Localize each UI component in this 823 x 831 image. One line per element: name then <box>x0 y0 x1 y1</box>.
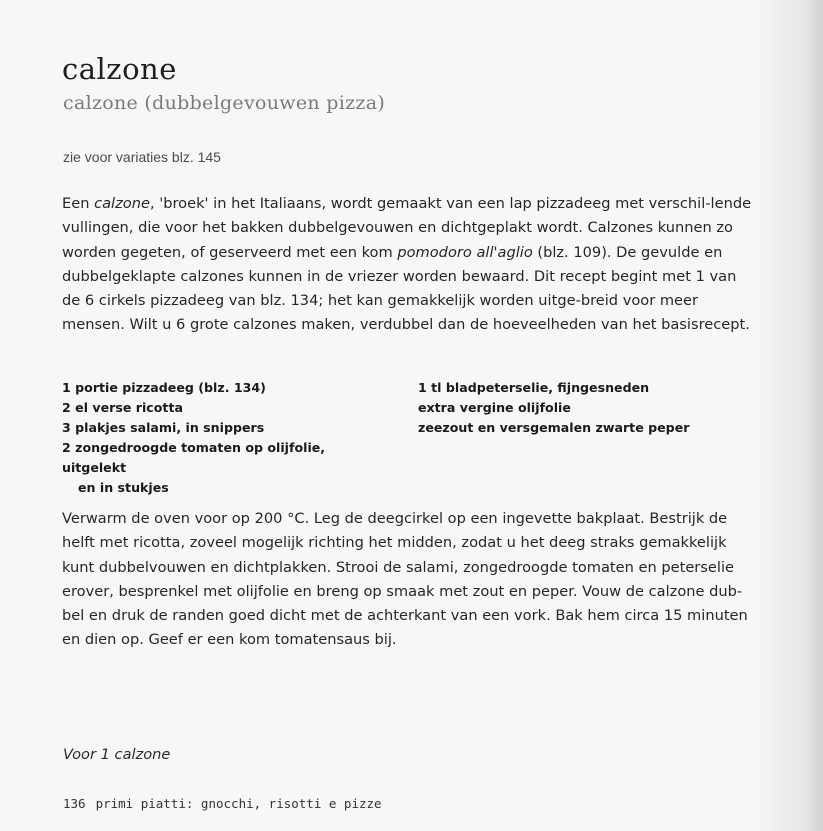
ingredients-list-left <box>62 378 392 498</box>
page-footer <box>63 796 382 811</box>
intro-italic-pomodoro: pomodoro all'aglio <box>397 243 533 261</box>
recipe-title: calzone <box>62 52 177 86</box>
ingredient-item: extra vergine olijfolie <box>418 400 571 415</box>
intro-text: , 'broek' in het Italiaans, wordt gemaakt van een lap pizzadeeg met verschil-lende vullingen, die voor het bakken dubbelgevouwen en dichtgeplakt wordt. Calzones kunnen zo worden gegeten, of geserveerd met een kom <box>62 195 752 261</box>
ingredient-item: 1 portie pizzadeeg (blz. 134) <box>62 380 266 395</box>
intro-text: Een <box>62 195 95 212</box>
section-title: primi piatti: gnocchi, risotti e pizze <box>95 796 382 811</box>
intro-italic-calzone: calzone <box>94 195 150 212</box>
ingredient-item: 2 zongedroogde tomaten op olijfolie, uitgelekt en in stukjes <box>62 438 392 498</box>
ingredient-item: 1 tl bladpeterselie, fijngesneden <box>418 380 650 395</box>
recipe-subtitle: calzone (dubbelgevouwen pizza) <box>63 92 386 114</box>
page-edge-shadow <box>753 0 823 831</box>
page-number: 136 <box>63 796 86 811</box>
variations-note: zie voor variaties blz. 145 <box>63 149 221 165</box>
ingredient-continuation: en in stukjes <box>78 480 169 495</box>
ingredient-item: 2 el verse ricotta <box>62 400 183 415</box>
serves-note: Voor 1 calzone <box>63 746 171 763</box>
intro-paragraph <box>62 192 752 338</box>
ingredients-list-right <box>418 378 748 438</box>
ingredient-item: zeezout en versgemalen zwarte peper <box>418 420 690 435</box>
method-paragraph: Verwarm de oven voor op 200 °C. Leg de deegcirkel op een ingevette bakplaat. Bestrijk de helft met ricotta, zoveel mogelijk richting het midden, zodat u het deeg straks gemakkelijk kunt dubbelvouwen en dichtplakken. Strooi de salami, zongedroogde tomaten en peterselie erover, besprenkel met olijfolie en breng op smaak met zout en peper. Vouw de calzone dub-bel en druk de randen goed dicht met de achterkant van een vork. Bak hem circa 15 minuten en dien op. Geef er een kom tomatensaus bij. <box>62 510 748 649</box>
ingredient-item: 3 plakjes salami, in snippers <box>62 420 265 435</box>
intro-text: (blz. 109). De gevulde en dubbelgeklapte calzones kunnen in de vriezer worden bewaard. Dit recept begint met 1 van de 6 cirkels pizzadeeg van blz. 134; het kan gemakkelijk worden uitge-breid voor meer mensen. Wilt u 6 grote calzones maken, verdubbel dan de hoeveelheden van het basisrecept. <box>62 243 750 334</box>
